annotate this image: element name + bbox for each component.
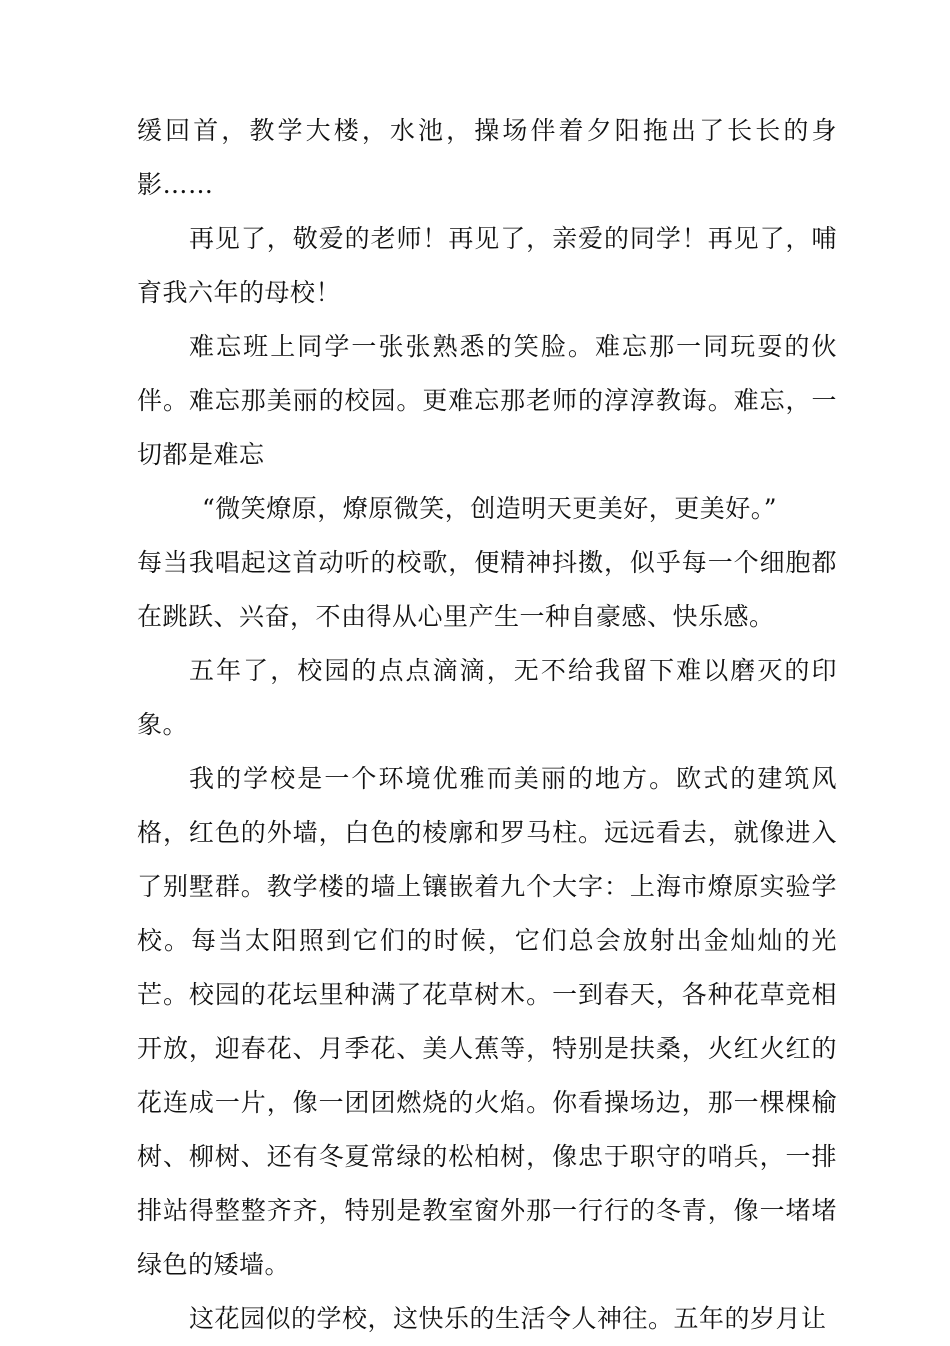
paragraph-8: 这花园似的学校，这快乐的生活令人神往。五年的岁月让	[189, 1304, 827, 1333]
paragraph-7: 我的学校是一个环境优雅而美丽的地方。欧式的建筑风格，红色的外墙，白色的棱廓和罗马柱。远远看去，就像进入了别墅群。教学楼的墙上镶嵌着九个大字：上海市燎原实验学校。每当太阳照到它们的时候，它们总会放射出金灿灿的光芒。校园的花坛里种满了花草树木。一到春天，各种花草竞相开放，迎春花、月季花、美人蕉等，特别是扶桑，火红火红的花连成一片，像一团团燃烧的火焰。你看操场边，那一棵棵榆树、柳树、还有冬夏常绿的松柏树，像忠于职守的哨兵，一排排站得整整齐齐，特别是教室窗外那一行行的冬青，像一堵堵绿色的矮墙。	[137, 764, 837, 1279]
document-body	[137, 104, 837, 1346]
paragraph-5: 每当我唱起这首动听的校歌，便精神抖擞，似乎每一个细胞都在跳跃、兴奋，不由得从心里产生一种自豪感、快乐感。	[137, 548, 837, 631]
paragraph-4-quote: “微笑燎原，燎原微笑，创造明天更美好，更美好。”	[202, 494, 778, 523]
paragraph-1: 缓回首，教学大楼，水池，操场伴着夕阳拖出了长长的身影……	[137, 116, 837, 199]
paragraph-2: 再见了，敬爱的老师！再见了，亲爱的同学！再见了，哺育我六年的母校！	[137, 224, 837, 307]
paragraph-3: 难忘班上同学一张张熟悉的笑脸。难忘那一同玩耍的伙伴。难忘那美丽的校园。更难忘那老师的淳淳教诲。难忘，一切都是难忘	[137, 332, 837, 469]
paragraph-6: 五年了，校园的点点滴滴，无不给我留下难以磨灭的印象。	[137, 656, 837, 739]
